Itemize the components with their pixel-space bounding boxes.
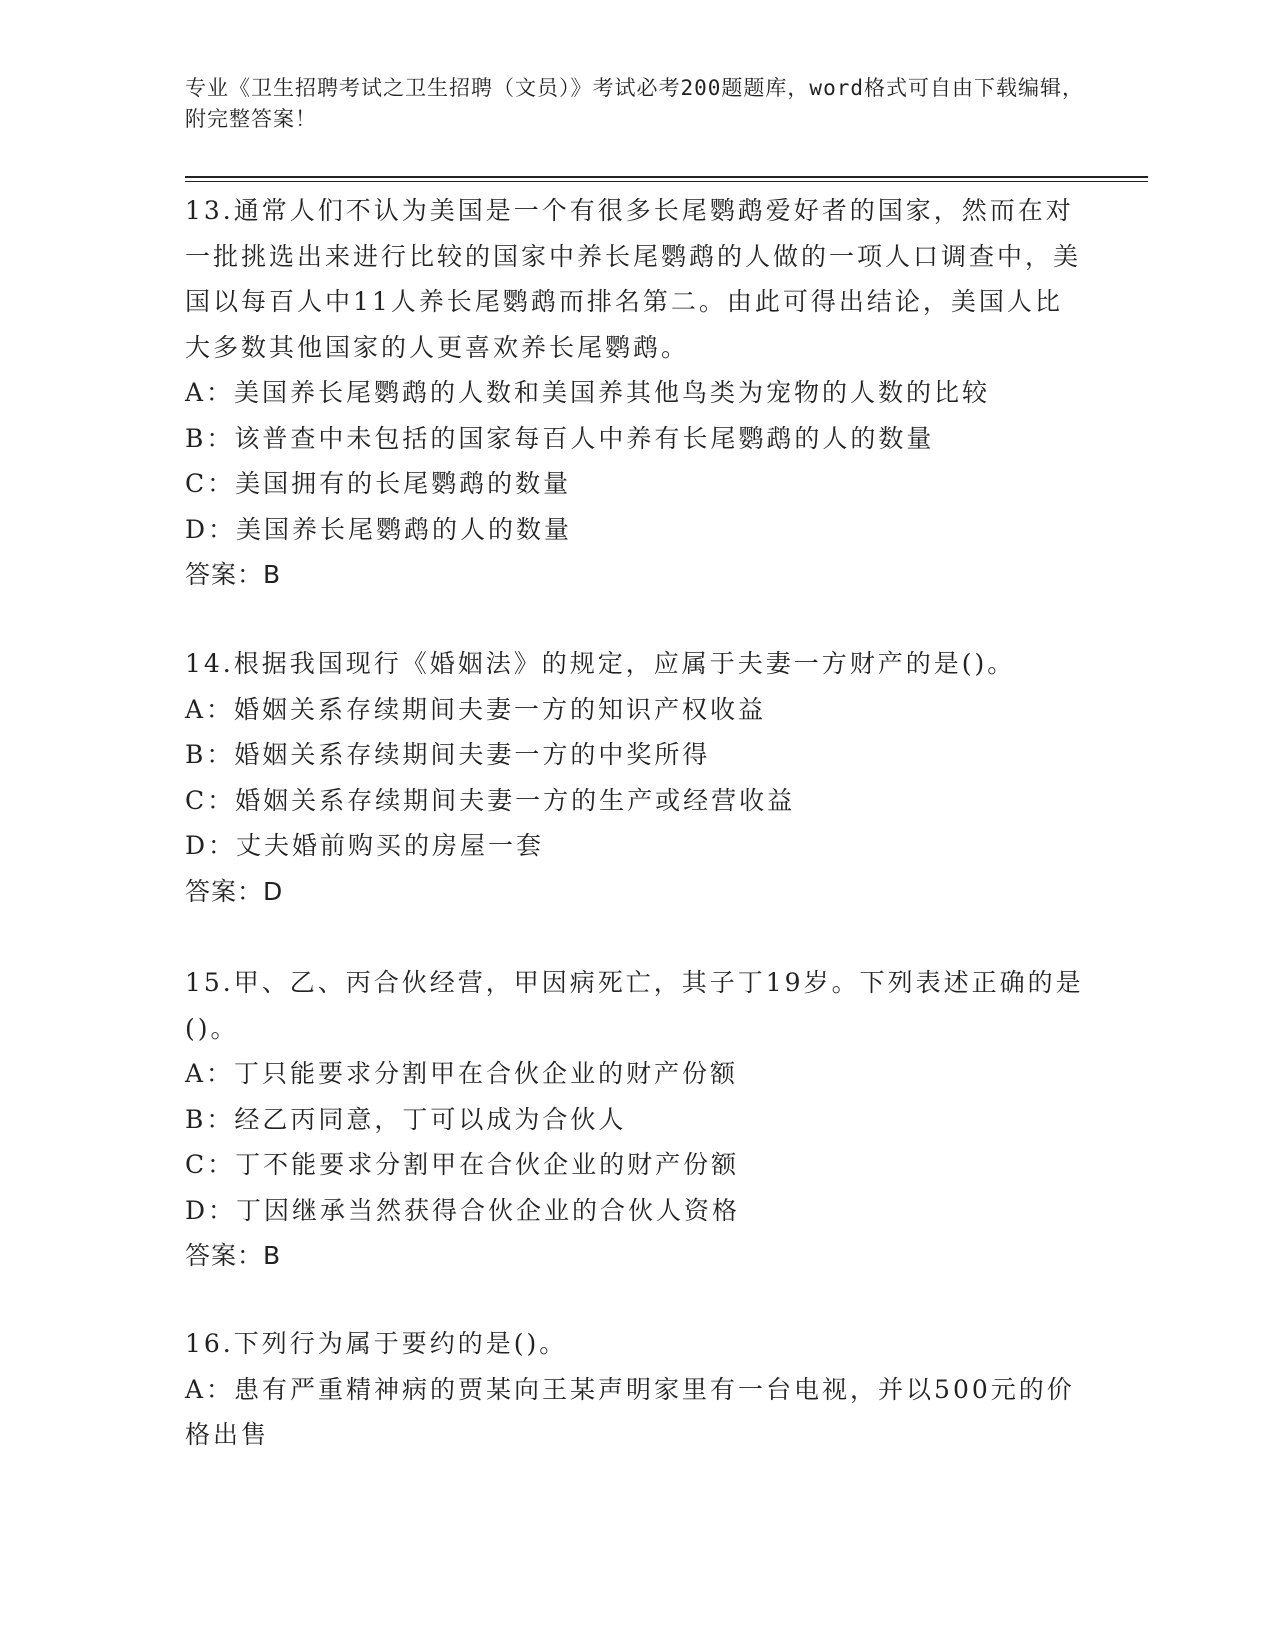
option-a: A：美国养长尾鹦鹉的人数和美国养其他鸟类为宠物的人数的比较 [185,378,991,407]
page-header: 专业《卫生招聘考试之卫生招聘（文员）》考试必考200题题库，word格式可自由下载编辑，附完整答案！ [185,76,1084,131]
question-stem: 14.根据我国现行《婚姻法》的规定，应属于夫妻一方财产的是()。 [185,649,1016,678]
answer-line: 答案：B [185,1241,282,1270]
option-d: D：丈夫婚前购买的房屋一套 [185,831,545,860]
option-c: C：丁不能要求分割甲在合伙企业的财产份额 [185,1150,740,1179]
question-stem: 13.通常人们不认为美国是一个有很多长尾鹦鹉爱好者的国家，然而在对一批挑选出来进行比较的国家中养长尾鹦鹉的人做的一项人口调查中，美国以每百人中11人养长尾鹦鹉而排名第二。由此可得出结论，美国人比大多数其他国家的人更喜欢养长尾鹦鹉。 [185,196,1082,362]
question-13 [185,188,1085,598]
option-b: B：婚姻关系存续期间夫妻一方的中奖所得 [185,740,711,769]
option-b: B：该普查中未包括的国家每百人中养有长尾鹦鹉的人的数量 [185,423,935,453]
answer-line: 答案：D [185,876,284,906]
option-c: C：婚姻关系存续期间夫妻一方的生产或经营收益 [185,785,796,815]
header-rule-thin [185,181,1148,182]
answer-line: 答案：B [185,560,282,589]
question-stem: 15.甲、乙、丙合伙经营，甲因病死亡，其子丁19岁。下列表述正确的是()。 [185,968,1084,1043]
option-a: A：患有严重精神病的贾某向王某声明家里有一台电视，并以500元的价格出售 [185,1374,1075,1449]
question-15 [185,960,1085,1279]
option-b: B：经乙丙同意，丁可以成为合伙人 [185,1104,627,1134]
option-a: A：婚姻关系存续期间夫妻一方的知识产权收益 [185,694,767,724]
option-d: D：美国养长尾鹦鹉的人的数量 [185,514,573,544]
question-14 [185,641,1085,914]
option-d: D：丁因继承当然获得合伙企业的合伙人资格 [185,1195,741,1225]
question-stem: 16.下列行为属于要约的是()。 [185,1329,568,1358]
header-rule-thick [185,176,1148,178]
option-a: A：丁只能要求分割甲在合伙企业的财产份额 [185,1059,739,1088]
question-16 [185,1321,1085,1458]
option-c: C：美国拥有的长尾鹦鹉的数量 [185,469,572,498]
